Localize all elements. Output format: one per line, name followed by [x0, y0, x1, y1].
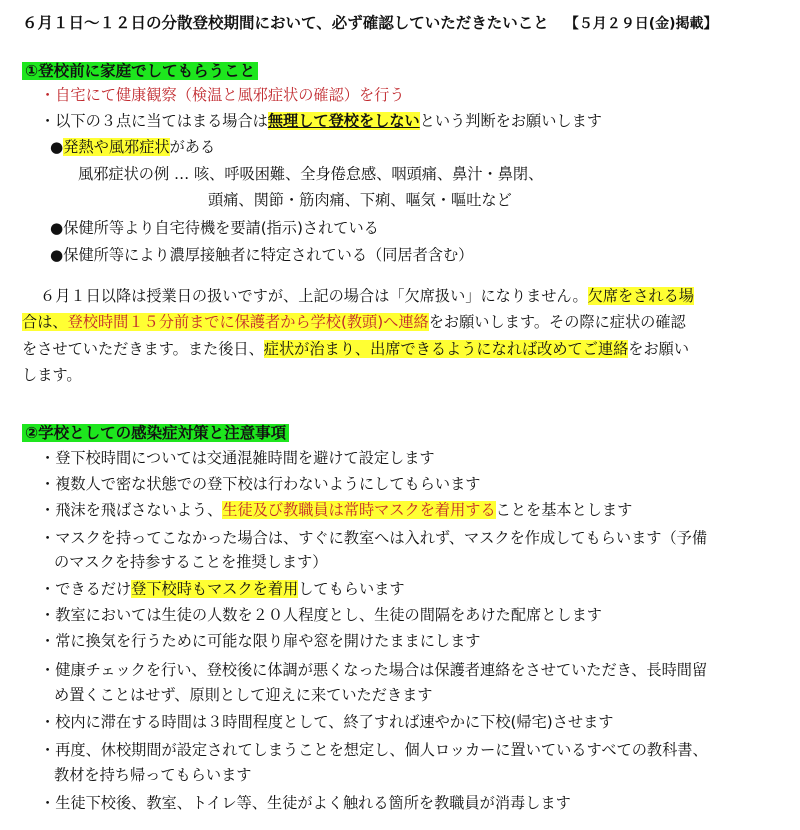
- section1-item-health-check: ・自宅にて健康観察（検温と風邪症状の確認）を行う: [40, 86, 405, 104]
- note-text: ６月１日以降は授業日の扱いですが、上記の場合は「欠席扱い」になりません。: [40, 287, 588, 305]
- condition-fever: [50, 136, 215, 158]
- item-text: してもらいます: [298, 580, 405, 598]
- section2-heading-line: [22, 422, 289, 444]
- note-highlight: 欠席をされる場: [587, 287, 694, 305]
- item-text: ことを基本とします: [495, 501, 633, 519]
- mask-rule-highlight: 生徒及び教職員は常時マスクを着用する: [222, 501, 496, 519]
- section1-heading-line: [22, 60, 258, 82]
- section2-item: ・教室においては生徒の人数を２０人程度とし、生徒の間隔をあけた配席とします: [40, 606, 602, 624]
- section1-heading: ①登校前に家庭でしてもらうこと: [22, 62, 258, 80]
- title-text: ６月１日～１２日の分散登校期間において、必ず確認していただきたいこと: [22, 14, 549, 32]
- absence-note-line3: [22, 338, 689, 360]
- criteria-highlight: 無理して登校をしない: [267, 112, 420, 130]
- page-title: [22, 12, 718, 35]
- note-text: をお願いします。その際に症状の確認: [428, 313, 686, 331]
- absence-note-line4: します。: [22, 366, 82, 384]
- criteria-prefix: ・以下の３点に当てはまる場合は: [40, 112, 268, 130]
- section2-item: ・複数人で密な状態での登下校は行わないようにしてもらいます: [40, 475, 481, 493]
- condition-fever-highlight: 発熱や風邪症状: [63, 138, 170, 156]
- condition-home-quarantine: ●保健所等より自宅待機を要請(指示)されている: [50, 219, 379, 237]
- condition-fever-suffix: がある: [169, 138, 216, 156]
- note-text: をお願い: [628, 340, 690, 358]
- note-highlight: 合は、: [22, 313, 68, 331]
- section2-item: ・健康チェックを行い、登校後に体調が悪くなった場合は保護者連絡をさせていただき、長時間留: [40, 661, 708, 679]
- note-text: をさせていただきます。また後日、: [22, 340, 264, 358]
- section2-item-cont: のマスクを持参することを推奨します）: [54, 553, 328, 571]
- section2-item-cont: め置くことはせず、原則として迎えに来ていただきます: [54, 686, 433, 704]
- condition-close-contact: ●保健所等により濃厚接触者に特定されている（同居者含む）: [50, 246, 474, 264]
- section2-item: ・登下校時間については交通混雑時間を避けて設定します: [40, 449, 435, 467]
- section1-item-criteria: [40, 110, 602, 132]
- mask-commute-highlight: 登下校時もマスクを着用: [131, 580, 299, 598]
- criteria-suffix: という判断をお願いします: [419, 112, 602, 130]
- section2-item: ・常に換気を行うために可能な限り扉や窓を開けたままにします: [40, 632, 481, 650]
- section2-item-mask-rule: [40, 499, 632, 521]
- item-text: ・できるだけ: [40, 580, 132, 598]
- posted-date: 【５月２９日(金)掲載】: [564, 16, 718, 32]
- section2-item-cont: 教材を持ち帰ってもらいます: [54, 766, 252, 784]
- section2-item-mask-commute: [40, 578, 405, 600]
- absence-note-line1: [40, 285, 694, 307]
- bullet: ●: [50, 138, 64, 156]
- note-contact-deadline: 登校時間１５分前までに保護者から学校(教頭)へ連絡: [67, 313, 429, 331]
- section2-item: ・再度、休校期間が設定されてしまうことを想定し、個人ロッカーに置いているすべての教科書、: [40, 741, 708, 759]
- section2-item: ・マスクを持ってこなかった場合は、すぐに教室へは入れず、マスクを作成してもらいます（予備: [40, 529, 708, 547]
- section2-item: ・校内に滞在する時間は３時間程度として、終了すれば速やかに下校(帰宅)させます: [40, 713, 614, 731]
- note-highlight: 症状が治まり、出席できるようになれば改めてご連絡: [263, 340, 629, 358]
- section2-heading: ②学校としての感染症対策と注意事項: [22, 424, 289, 442]
- absence-note-line2: [22, 311, 686, 333]
- symptoms-examples-cont: 頭痛、関節・筋肉痛、下痢、嘔気・嘔吐など: [208, 191, 512, 209]
- symptoms-examples: 風邪症状の例 … 咳、呼吸困難、全身倦怠感、咽頭痛、鼻汁・鼻閉、: [78, 165, 544, 183]
- item-text: ・飛沫を飛ばさないよう、: [40, 501, 223, 519]
- section2-item: ・生徒下校後、教室、トイレ等、生徒がよく触れる箇所を教職員が消毒します: [40, 794, 571, 812]
